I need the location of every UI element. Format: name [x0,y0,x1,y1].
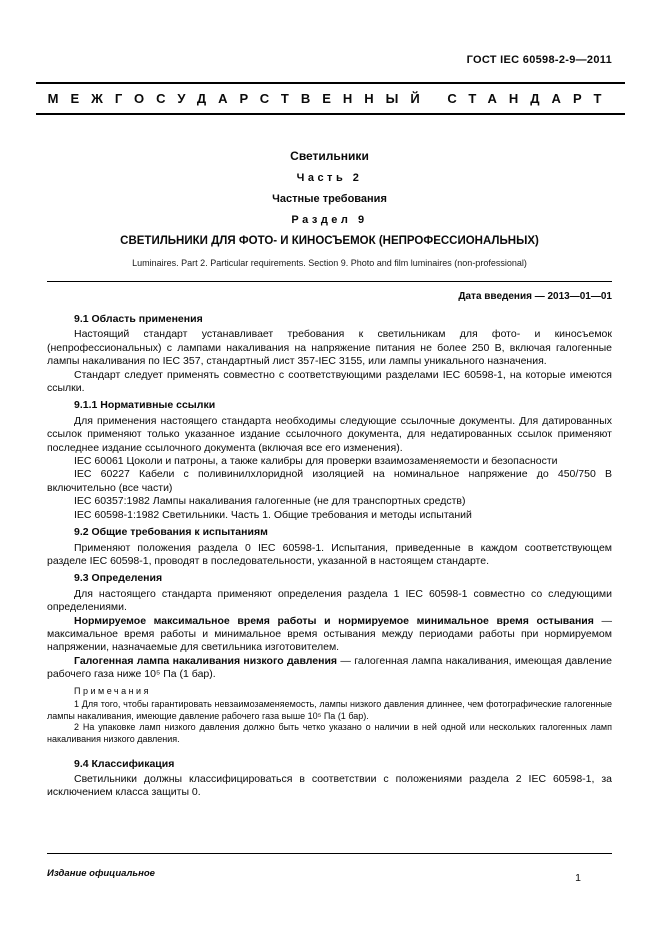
paragraph-definitions-intro: Для настоящего стандарта применяют определения раздела 1 IEC 60598-1 совместно со следующими определениями. [47,587,612,614]
section-heading-9-1-1: 9.1.1 Нормативные ссылки [74,399,216,412]
paragraph-test-requirements: Применяют положения раздела 0 IEC 60598-1. Испытания, приведенные в каждом соответствующем разделе IEC 60598-1, проводят в последовательности, указанной в настоящем стандарте. [47,541,612,567]
normative-reference-2: IEC 60227 Кабели с поливинилхлоридной изоляцией на номинальное напряжение до 450/750 В включительно (все части) [47,468,612,494]
paragraph-scope-2: Стандарт следует применять совместно с соответствующими разделами IEC 60598-1, на которые имеются ссылки. [47,368,612,395]
definition-2-text: — галогенная лампа накаливания, имеющая давление рабочего газа ниже 10⁵ Па (1 бар). [47,654,612,681]
doc-title-english: Luminaires. Part 2. Particular requirements. Section 9. Photo and film luminaires (non-professional) [132,258,527,268]
definition-1 [47,615,612,655]
doc-section-title: СВЕТИЛЬНИКИ ДЛЯ ФОТО- И КИНОСЪЕМОК (НЕПРОФЕССИОНАЛЬНЫХ) [120,235,539,247]
title-block [47,149,612,268]
normative-reference-4: IEC 60598-1:1982 Светильники. Часть 1. Общие требования и методы испытаний [74,508,472,521]
doc-part: Часть 2 [296,172,363,184]
note-2: 2 На упаковке ламп низкого давления должно быть четко указано о наличии в ней одной или нескольких галогенных ламп накаливания низкого давления. [47,722,612,744]
paragraph-normative-refs-intro: Для применения настоящего стандарта необходимы следующие ссылочные документы. Для датированных ссылок применяют только указанное издание ссылочного документа, для недатированных ссылок применяют последнее издание ссылочного документа (включая все его изменения). [47,414,612,454]
section-heading-9-2: 9.2 Общие требования к испытаниям [74,526,268,539]
definition-1-text: — максимальное время работы и минимальное время остывания между периодами работы при нормируемом напряжении, назначаемые для светильника изготовителем. [47,614,613,654]
section-heading-9-3: 9.3 Определения [74,572,163,585]
normative-reference-1: IEC 60061 Цоколи и патроны, а также калибры для проверки взаимозаменяемости и безопасности [74,455,558,468]
notes-block [47,686,612,746]
definition-1-term: Нормируемое максимальное время работы и нормируемое минимальное время остывания [74,614,594,627]
normative-reference-3: IEC 60357:1982 Лампы накаливания галогенные (не для транспортных средств) [74,495,466,508]
doc-section: Раздел 9 [291,214,368,226]
page-footer [47,853,612,881]
paragraph-scope-1: Настоящий стандарт устанавливает требования к светильникам для фото- и киносъемок (непрофессиональных) с лампами накаливания на напряжение питания не более 250 В, включая галогенные лампы накаливания по IEC 357, стандартный лист 357-IEC 3155, или лампы уникального назначения. [47,328,612,368]
definition-2 [47,655,612,682]
official-edition-label: Издание официальное [47,868,155,879]
notes-label: Примечания [74,685,151,696]
doc-title: Светильники [290,149,369,163]
standard-category-band [36,82,625,115]
effective-date: Дата введения — 2013—01—01 [458,291,612,302]
document-number: ГОСТ IEC 60598-2-9—2011 [466,54,612,66]
note-1: 1 Для того, чтобы гарантировать невзаимозаменяемость, лампы низкого давления длиннее, чем фотографические галогенные лампы накаливания, имеющие давление рабочего газа выше 10⁵ Па (1 бар). [47,699,612,721]
paragraph-classification: Светильники должны классифицироваться в соответствии с положениями раздела 2 IEC 60598-1, за исключением класса защиты 0. [47,772,612,799]
standard-category: МЕЖГОСУДАРСТВЕННЫЙ СТАНДАРТ [47,91,614,106]
page-number: 1 [575,872,581,884]
document-body [47,313,612,800]
divider [47,281,612,282]
section-heading-9-4: 9.4 Классификация [74,757,175,770]
doc-part-title: Частные требования [272,193,387,205]
definition-2-term: Галогенная лампа накаливания низкого давления [74,654,338,667]
section-heading-9-1: 9.1 Область применения [74,313,203,325]
